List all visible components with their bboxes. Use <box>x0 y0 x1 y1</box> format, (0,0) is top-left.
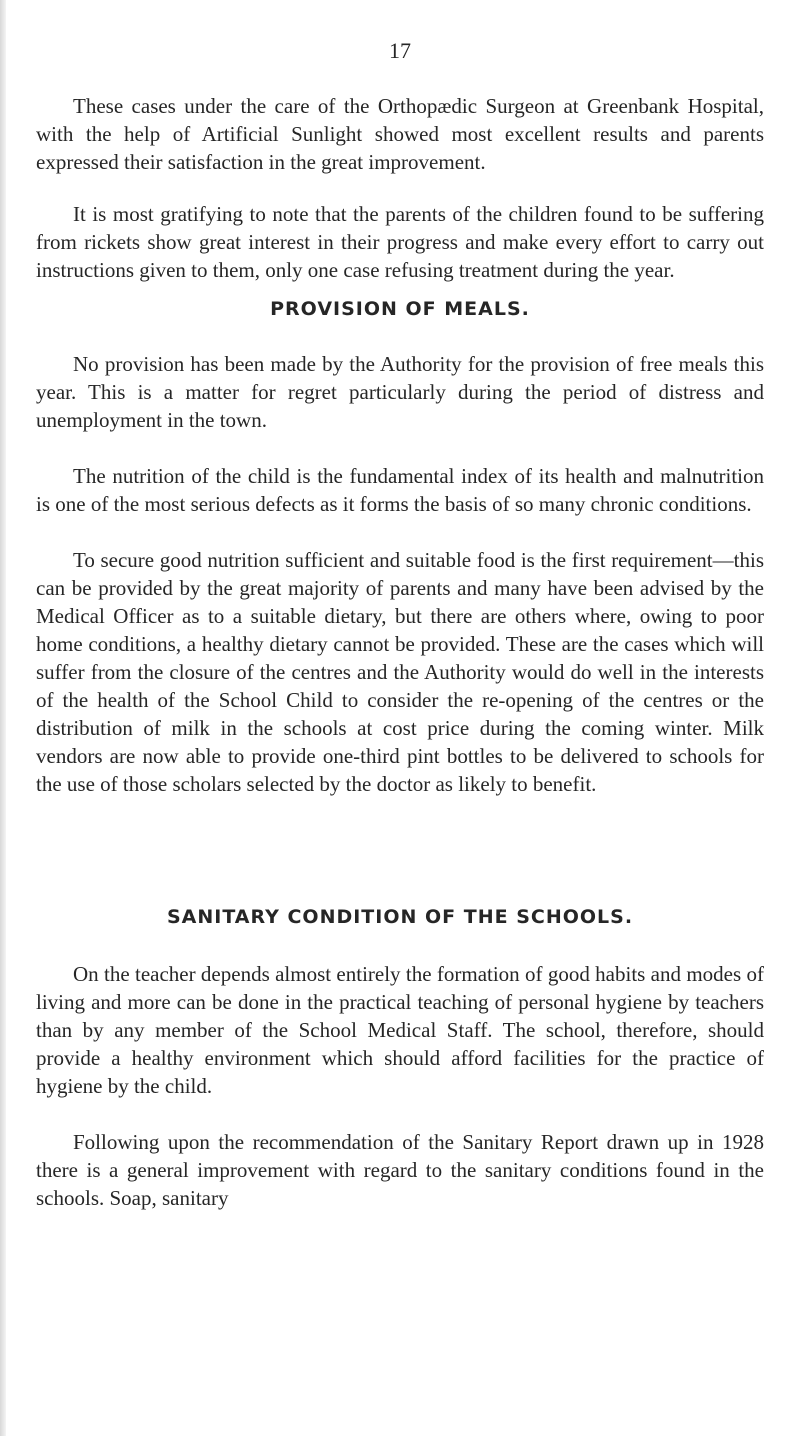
page-number: 17 <box>389 38 411 63</box>
heading-provision-of-meals: PROVISION OF MEALS. <box>270 298 530 320</box>
paragraph-rickets-progress: It is most gratifying to note that the parents of the children found to be suffering from rickets show great interest in their progress and make every effort to carry out instructions given to them, only one case refusing treatment during the year. <box>36 202 764 282</box>
paragraph-teacher-hygiene: On the teacher depends almost entirely the formation of good habits and modes of living and more can be done in the practical teaching of personal hygiene by teachers than by any member of the School Medical Staff. The school, therefore, should provide a healthy environment which should afford facilities for the practice of hygiene by the child. <box>36 962 764 1098</box>
paragraph-orthopaedic-results: These cases under the care of the Orthopædic Surgeon at Greenbank Hospital, with the help of Artificial Sunlight showed most excellent results and parents expressed their satisfaction in the great improvement. <box>36 94 764 174</box>
paragraph-sanitary-report: Following upon the recommendation of the Sanitary Report drawn up in 1928 there is a general improvement with regard to the sanitary conditions found in the schools. Soap, sanitary <box>36 1130 764 1210</box>
paragraph-free-meals: No provision has been made by the Authority for the provision of free meals this year. This is a matter for regret particularly during the period of distress and unemployment in the town. <box>36 352 764 432</box>
page-binding-edge <box>0 0 6 1436</box>
paragraph-good-nutrition: To secure good nutrition sufficient and suitable food is the first requirement—this can be provided by the great majority of parents and many have been advised by the Medical Officer as to a suitable dietary, but there are others where, owing to poor home conditions, a healthy dietary cannot be provided. These are the cases which will suffer from the closure of the centres and the Authority would do well in the interests of the health of the School Child to consider the re-opening of the centres or the distribution of milk in the schools at cost price during the coming winter. Milk vendors are now able to provide one-third pint bottles to be delivered to schools for the use of those scholars selected by the doctor as likely to benefit. <box>36 548 764 796</box>
heading-sanitary-condition: SANITARY CONDITION OF THE SCHOOLS. <box>166 906 634 928</box>
paragraph-nutrition-index: The nutrition of the child is the fundamental index of its health and malnutrition is one of the most serious defects as it forms the basis of so many chronic conditions. <box>36 464 764 516</box>
